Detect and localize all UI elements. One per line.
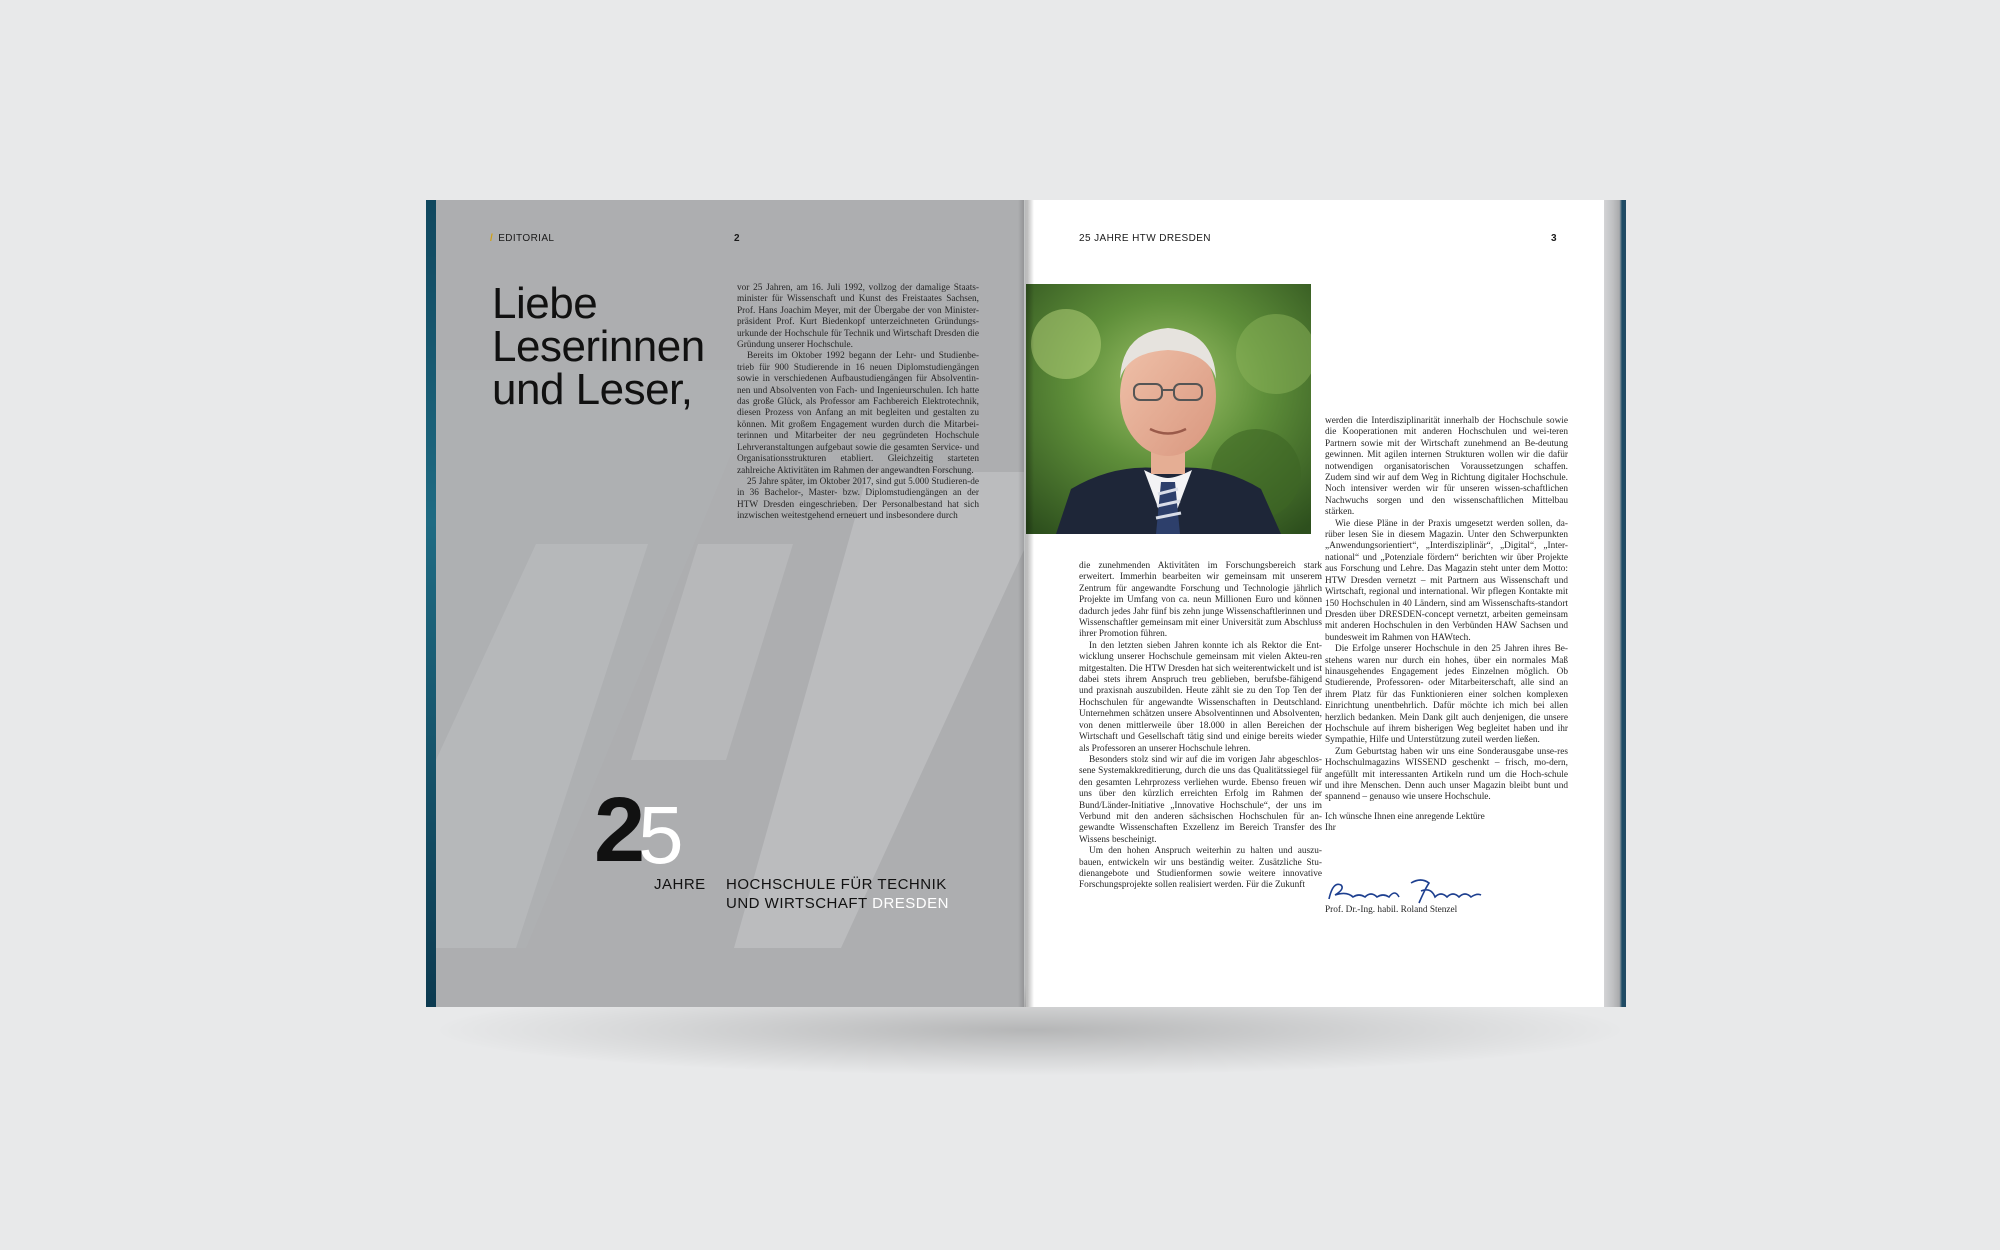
logo-line-2: UND WIRTSCHAFT DRESDEN xyxy=(726,895,949,912)
running-title: 25 JAHRE HTW DRESDEN xyxy=(1079,233,1211,244)
right-body-column-1 xyxy=(1079,561,1322,892)
paragraph: In den letzten sieben Jahren konnte ich als Rektor die Ent-wicklung unserer Hochschule gemeinsam mit vielen Akteu-ren mitgestalten. Die HTW Dresden hat sich weiterentwickelt und ist dabei stets ihrem Anspruch treu geblieben, berufsbe-fähigend und praxisnah auszubilden. Heute zählt sie zu den Top Ten der Hochschulen für angewandte Wissenschaften in Deutschland. Unternehmen schätzen unsere Absolventinnen und Absolventen, von denen mittlerweile über 18.000 in allen Bereichen der Wirtschaft und Gesellschaft tätig sind und einige bereits wieder als Professoren an unserer Hochschule lehren. xyxy=(1079,640,1322,754)
book-gutter xyxy=(1018,200,1034,1007)
closing-line: Ihr xyxy=(1325,823,1336,834)
closing-line: Ich wünsche Ihnen eine anregende Lektüre xyxy=(1325,811,1485,822)
logo-digit-2: 2 xyxy=(594,779,642,881)
logo-jahre: JAHRE xyxy=(654,876,706,893)
portrait-photo xyxy=(1026,284,1311,534)
headline-line: Liebe xyxy=(492,279,598,328)
right-page-edges xyxy=(1604,200,1626,1007)
signer-name: Prof. Dr.-Ing. habil. Roland Stenzel xyxy=(1325,905,1458,915)
left-body-column xyxy=(737,283,979,523)
paragraph: werden die Interdisziplinarität innerhalb der Hochschule sowie die Kooperationen mit anderen Hochschulen und wei-teren Partnern sowie mit der Wirtschaft zunehmend an Be-deutung gewinnen. Mit agilen internen Strukturen wollen wir die dafür notwendigen organisatorischen Voraussetzungen schaffen. Zudem sind wir auf dem Weg in Richtung digitaler Hochschule. Noch intensiver werden wir für unseren wissen-schaftlichen Nachwuchs sorgen und den wissenschaftlichen Mittelbau stärken. xyxy=(1325,416,1568,518)
paragraph: Die Erfolge unserer Hochschule in den 25 Jahren ihres Be-stehens waren nur durch ein hohes, über ein normales Maß hinausgehendes Engagement jedes Einzelnen möglich. Ob Studierende, Professoren- oder Mitarbeiterschaft, alle sind an ihrem Platz für das Funktionieren einer solchen komplexen Einrichtung unentbehrlich. Dafür möchte ich mich bei allen herzlich bedanken. Mein Dank gilt auch denjenigen, die unsere Hochschule auf ihrem bisherigen Weg begleitet haben und ihr Sympathie, Hilfe und Unterstützung zuteil werden ließen. xyxy=(1325,644,1568,746)
section-label: / EDITORIAL xyxy=(490,233,555,244)
left-cover-edge xyxy=(426,200,436,1007)
paragraph: Bereits im Oktober 1992 begann der Lehr- und Studienbe-trieb für 900 Studierende in 16 neuen Diplomstudiengängen sowie in verschiedenen Aufbaustudiengängen für Absolventin-nen und Absolventen von Fach- und Ingenieurschulen. Ich hatte das große Glück, als Professor am Fachbereich Elektrotechnik, diesen Prozess von Anfang an mit begleiten und gestalten zu können. Mit großem Engagement wurden durch die Mitarbei-terinnen und Mitarbeiter der neu gegründeten Hochschule Lehrveranstaltungen aufgebaut sowie die gesamten Service- und Organisationsstrukturen etabliert. Gleichzeitig starteten zahlreiche Aktivitäten im Rahmen der angewandten Forschung. xyxy=(737,351,979,476)
paragraph: Besonders stolz sind wir auf die im vorigen Jahr abgeschlos-sene Systemakkreditierung, durch die uns das Qualitätssiegel für den gesamten Lehrprozess verliehen wurde. Ebenso freuen wir uns über den kürzlich erreichten Erfolg im Rahmen der Bund/Länder-Initiative „Innovative Hochschule“, der uns im Verbund mit den anderen sächsischen Hochschulen für an-gewandte Wissenschaften Exzellenz im Bereich Transfer des Wissens bescheinigt. xyxy=(1079,754,1322,845)
paragraph: Zum Geburtstag haben wir uns eine Sonderausgabe unse-res Hochschulmagazins WISSEND geschenkt – frisch, mo-dern, angefüllt mit interessanten Artikeln rund um die Hoch-schule und ihre Menschen. Denn auch unser Magazin bleibt bunt und spannend – genauso wie unsere Hochschule. xyxy=(1325,746,1568,803)
headline-line: und Leser, xyxy=(492,365,693,414)
right-page xyxy=(1026,200,1604,1007)
paragraph: vor 25 Jahren, am 16. Juli 1992, vollzog der damalige Staats-minister für Wissenschaft und Kunst des Freistaates Sachsen, Prof. Hans Joachim Meyer, mit der Übergabe der von Minister-präsident Prof. Kurt Biedenkopf unterzeichneten Gründungs-urkunde der Hochschule für Technik und Wirtschaft Dresden die Gründung unserer Hochschule. xyxy=(737,283,979,351)
accent-slash: / xyxy=(490,233,494,244)
paragraph: Um den hohen Anspruch weiterhin zu halten und auszu-bauen, entwickeln wir uns beständig weiter. Zusätzliche Stu-dienangebote und Studienformen sowie weitere innovative Forschungsprojekte sollen realisiert werden. Für die Zukunft xyxy=(1079,846,1322,891)
page-number-left: 2 xyxy=(734,233,740,244)
right-body-column-2 xyxy=(1325,416,1568,835)
headline-line: Leserinnen xyxy=(492,322,705,371)
paragraph: die zunehmenden Aktivitäten im Forschungsbereich stark erweitert. Immerhin bearbeiten wir gemeinsam mit unserem Zentrum für angewandte Forschung und Technologie jährlich Projekte im Umfang von ca. neun Millionen Euro und können dadurch jedes Jahr fünf bis zehn junge Wissenschaftlerinnen und Wissenschaftler gemeinsam mit einer Universität zum Abschluss ihrer Promotion führen. xyxy=(1079,561,1322,640)
left-page xyxy=(436,200,1024,1007)
logo-line-1: HOCHSCHULE FÜR TECHNIK xyxy=(726,876,947,893)
htw-25-jahre-logo xyxy=(594,779,1014,914)
paragraph: Wie diese Pläne in der Praxis umgesetzt werden sollen, da-rüber lesen Sie in diesem Magazin. Unter den Schwerpunkten „Anwendungsorientiert“, „Interdisziplinär“, „Digital“, „Inter-national“ und „Potenziale fördern“ berichten wir über Projekte aus Forschung und Lehre. Das Magazin steht unter dem Motto: HTW Dresden vernetzt – mit Partnern aus Wissenschaft und Wirtschaft, regional und international. Wir pflegen Kontakte mit 150 Hochschulen in 40 Ländern, sind am Wissenschafts-standort Dresden über DRESDEN-concept vernetzt, arbeiten gemeinsam mit anderen Hochschulen in den Verbünden HAW Sachsen und bundesweit im Rahmen von HAWtech. xyxy=(1325,518,1568,643)
logo-digit-5: 5 xyxy=(638,790,684,881)
editorial-headline xyxy=(492,279,705,414)
paragraph: 25 Jahre später, im Oktober 2017, sind gut 5.000 Studieren-de in 36 Bachelor-, Master- bzw. Diplomstudiengängen an der HTW Dresden eingeschrieben. Der Personalbestand hat sich inzwischen weitestgehend erneuert und insbesondere durch xyxy=(737,476,979,522)
page-number-right: 3 xyxy=(1551,233,1557,244)
logo-accent: DRESDEN xyxy=(872,895,949,912)
